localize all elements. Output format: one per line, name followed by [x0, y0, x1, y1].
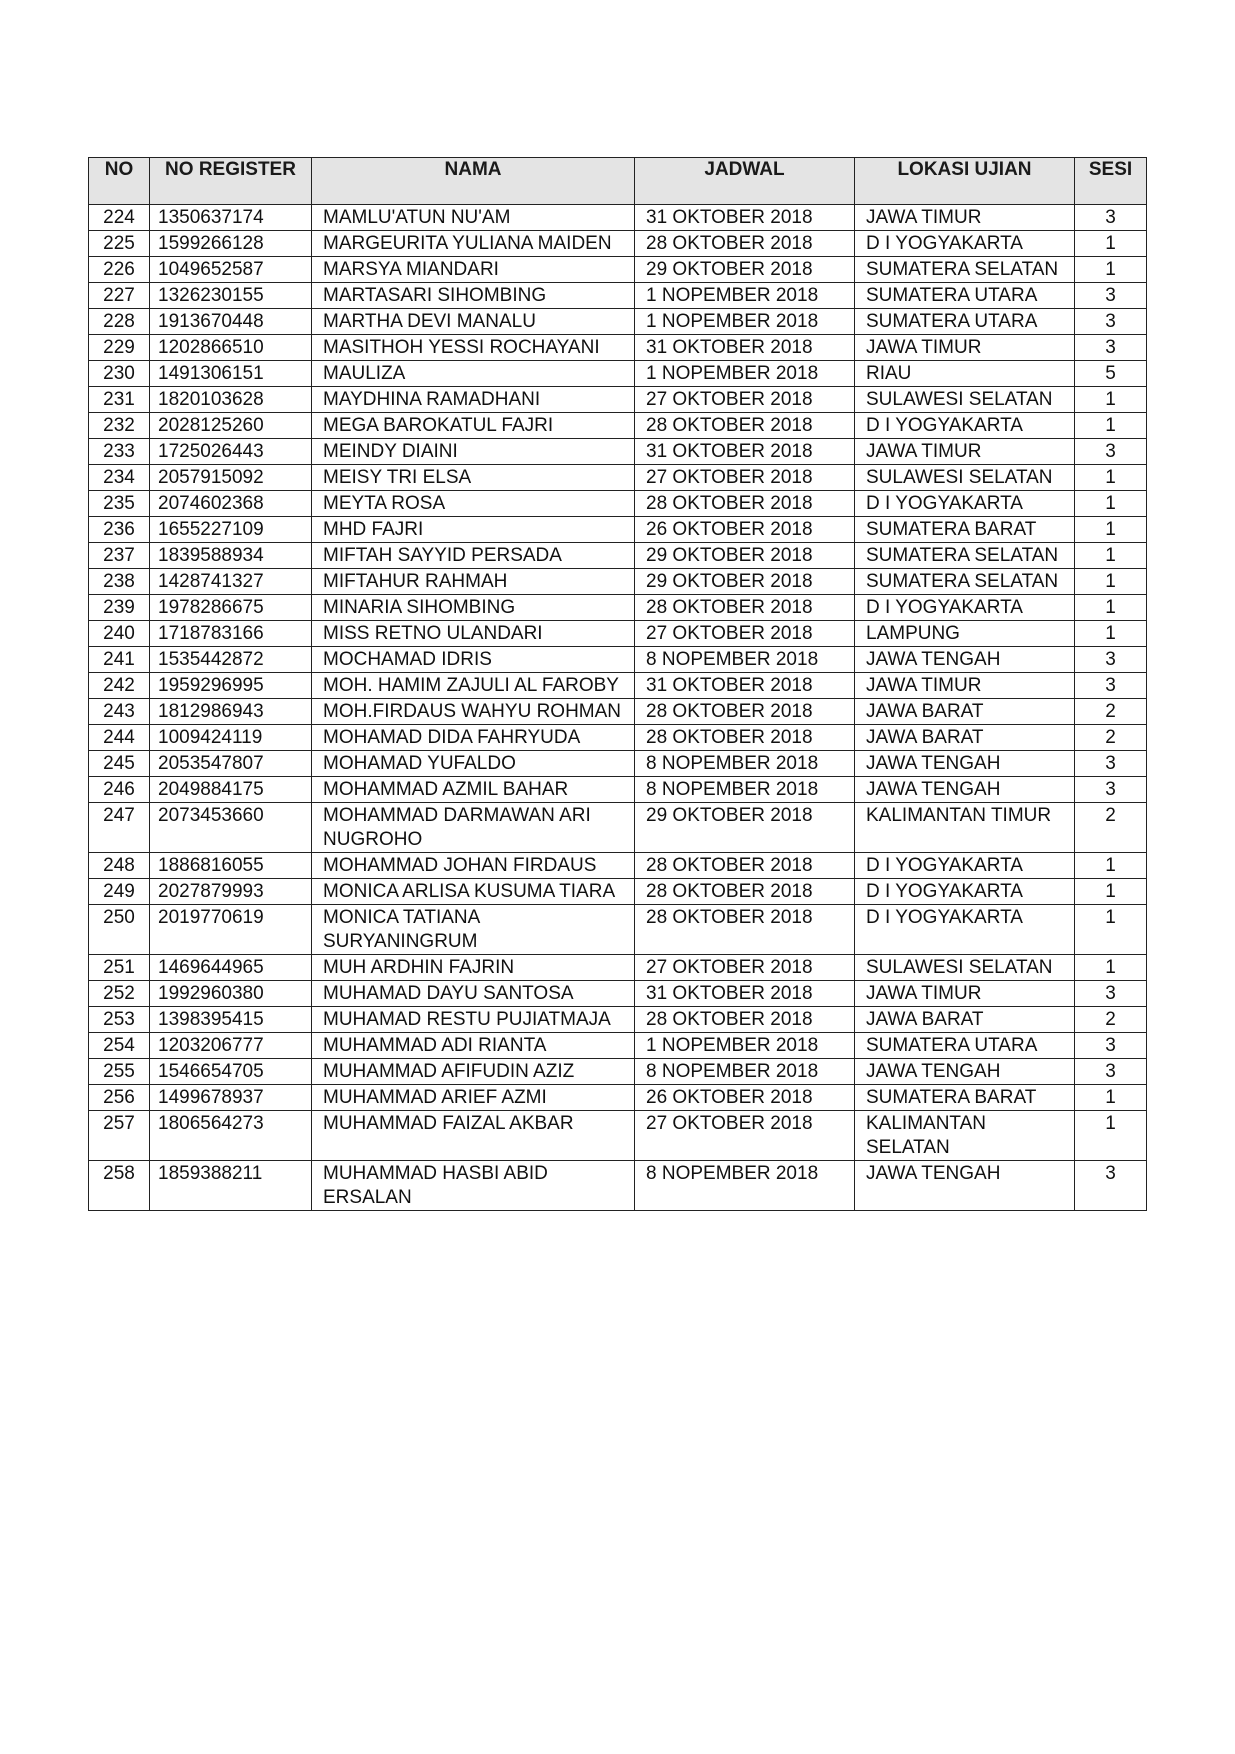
cell-nama: MINARIA SIHOMBING: [312, 595, 635, 621]
cell-nama: MAYDHINA RAMADHANI: [312, 387, 635, 413]
cell-no-register: 2049884175: [150, 777, 312, 803]
cell-jadwal: 29 OKTOBER 2018: [635, 569, 855, 595]
cell-no: 235: [89, 491, 150, 517]
cell-no-register: 1009424119: [150, 725, 312, 751]
table-row: [89, 569, 1147, 595]
cell-nama: MOH. HAMIM ZAJULI AL FAROBY: [312, 673, 635, 699]
table-row: [89, 673, 1147, 699]
table-row: [89, 543, 1147, 569]
table-row: [89, 465, 1147, 491]
cell-sesi: 1: [1075, 569, 1147, 595]
table-row: [89, 205, 1147, 231]
cell-jadwal: 27 OKTOBER 2018: [635, 1111, 855, 1161]
cell-sesi: 1: [1075, 879, 1147, 905]
cell-nama: MEISY TRI ELSA: [312, 465, 635, 491]
cell-nama: MIFTAH SAYYID PERSADA: [312, 543, 635, 569]
cell-no-register: 2074602368: [150, 491, 312, 517]
cell-jadwal: 31 OKTOBER 2018: [635, 205, 855, 231]
cell-jadwal: 1 NOPEMBER 2018: [635, 361, 855, 387]
cell-nama: MOCHAMAD IDRIS: [312, 647, 635, 673]
cell-jadwal: 8 NOPEMBER 2018: [635, 1161, 855, 1211]
header-jadwal: JADWAL: [635, 158, 855, 205]
cell-no-register: 1491306151: [150, 361, 312, 387]
header-no: NO: [89, 158, 150, 205]
cell-no: 242: [89, 673, 150, 699]
cell-sesi: 1: [1075, 905, 1147, 955]
cell-no: 255: [89, 1059, 150, 1085]
cell-nama: MOHAMMAD AZMIL BAHAR: [312, 777, 635, 803]
cell-lokasi-ujian: SUMATERA BARAT: [855, 1085, 1075, 1111]
cell-jadwal: 8 NOPEMBER 2018: [635, 751, 855, 777]
cell-no: 250: [89, 905, 150, 955]
cell-nama: MARTASARI SIHOMBING: [312, 283, 635, 309]
cell-lokasi-ujian: D I YOGYAKARTA: [855, 879, 1075, 905]
cell-no-register: 1049652587: [150, 257, 312, 283]
cell-jadwal: 31 OKTOBER 2018: [635, 439, 855, 465]
cell-sesi: 1: [1075, 955, 1147, 981]
cell-no-register: 1599266128: [150, 231, 312, 257]
cell-jadwal: 1 NOPEMBER 2018: [635, 309, 855, 335]
cell-nama: MUHAMMAD AFIFUDIN AZIZ: [312, 1059, 635, 1085]
cell-no-register: 1806564273: [150, 1111, 312, 1161]
cell-sesi: 3: [1075, 673, 1147, 699]
table-row: [89, 879, 1147, 905]
cell-jadwal: 29 OKTOBER 2018: [635, 543, 855, 569]
cell-lokasi-ujian: SUMATERA UTARA: [855, 283, 1075, 309]
cell-no-register: 1469644965: [150, 955, 312, 981]
cell-nama: MUHAMMAD ARIEF AZMI: [312, 1085, 635, 1111]
table-row: [89, 595, 1147, 621]
table-row: [89, 283, 1147, 309]
cell-nama: MARSYA MIANDARI: [312, 257, 635, 283]
table-body: [89, 205, 1147, 1211]
table-row: [89, 517, 1147, 543]
cell-no: 236: [89, 517, 150, 543]
table-row: [89, 777, 1147, 803]
cell-lokasi-ujian: SULAWESI SELATAN: [855, 387, 1075, 413]
cell-sesi: 5: [1075, 361, 1147, 387]
cell-jadwal: 28 OKTOBER 2018: [635, 905, 855, 955]
cell-sesi: 1: [1075, 387, 1147, 413]
table-row: [89, 1111, 1147, 1161]
cell-jadwal: 28 OKTOBER 2018: [635, 725, 855, 751]
cell-nama: MIFTAHUR RAHMAH: [312, 569, 635, 595]
cell-no: 258: [89, 1161, 150, 1211]
cell-jadwal: 28 OKTOBER 2018: [635, 699, 855, 725]
cell-no: 226: [89, 257, 150, 283]
cell-lokasi-ujian: JAWA TENGAH: [855, 751, 1075, 777]
cell-nama: MUHAMMAD HASBI ABID ERSALAN: [312, 1161, 635, 1211]
cell-no: 231: [89, 387, 150, 413]
table-row: [89, 309, 1147, 335]
cell-no: 234: [89, 465, 150, 491]
cell-sesi: 3: [1075, 1059, 1147, 1085]
cell-nama: MAULIZA: [312, 361, 635, 387]
cell-lokasi-ujian: JAWA TIMUR: [855, 673, 1075, 699]
cell-jadwal: 28 OKTOBER 2018: [635, 231, 855, 257]
cell-jadwal: 27 OKTOBER 2018: [635, 621, 855, 647]
cell-jadwal: 8 NOPEMBER 2018: [635, 647, 855, 673]
table-row: [89, 647, 1147, 673]
cell-nama: MAMLU'ATUN NU'AM: [312, 205, 635, 231]
cell-nama: MUHAMAD RESTU PUJIATMAJA: [312, 1007, 635, 1033]
cell-no-register: 1725026443: [150, 439, 312, 465]
cell-jadwal: 28 OKTOBER 2018: [635, 853, 855, 879]
cell-no: 239: [89, 595, 150, 621]
cell-sesi: 2: [1075, 1007, 1147, 1033]
cell-nama: MONICA ARLISA KUSUMA TIARA: [312, 879, 635, 905]
table-row: [89, 1059, 1147, 1085]
cell-lokasi-ujian: JAWA TENGAH: [855, 647, 1075, 673]
cell-sesi: 1: [1075, 517, 1147, 543]
cell-no: 227: [89, 283, 150, 309]
cell-no-register: 1499678937: [150, 1085, 312, 1111]
cell-no-register: 2073453660: [150, 803, 312, 853]
cell-lokasi-ujian: JAWA BARAT: [855, 725, 1075, 751]
table-row: [89, 1033, 1147, 1059]
cell-nama: MUHAMMAD FAIZAL AKBAR: [312, 1111, 635, 1161]
cell-lokasi-ujian: JAWA TENGAH: [855, 1161, 1075, 1211]
cell-no: 243: [89, 699, 150, 725]
cell-no-register: 1326230155: [150, 283, 312, 309]
table-row: [89, 621, 1147, 647]
cell-no: 248: [89, 853, 150, 879]
cell-nama: MUHAMAD DAYU SANTOSA: [312, 981, 635, 1007]
table-row: [89, 387, 1147, 413]
cell-no: 246: [89, 777, 150, 803]
cell-jadwal: 31 OKTOBER 2018: [635, 981, 855, 1007]
cell-jadwal: 26 OKTOBER 2018: [635, 517, 855, 543]
cell-nama: MASITHOH YESSI ROCHAYANI: [312, 335, 635, 361]
cell-sesi: 3: [1075, 777, 1147, 803]
table-row: [89, 1161, 1147, 1211]
cell-nama: MUHAMMAD ADI RIANTA: [312, 1033, 635, 1059]
cell-nama: MARGEURITA YULIANA MAIDEN: [312, 231, 635, 257]
cell-no-register: 1546654705: [150, 1059, 312, 1085]
cell-lokasi-ujian: D I YOGYAKARTA: [855, 853, 1075, 879]
cell-lokasi-ujian: D I YOGYAKARTA: [855, 595, 1075, 621]
cell-lokasi-ujian: SUMATERA SELATAN: [855, 569, 1075, 595]
cell-sesi: 2: [1075, 699, 1147, 725]
cell-sesi: 1: [1075, 231, 1147, 257]
cell-sesi: 1: [1075, 543, 1147, 569]
cell-nama: MARTHA DEVI MANALU: [312, 309, 635, 335]
cell-lokasi-ujian: JAWA TIMUR: [855, 981, 1075, 1007]
cell-no-register: 2053547807: [150, 751, 312, 777]
cell-no: 256: [89, 1085, 150, 1111]
cell-no-register: 1886816055: [150, 853, 312, 879]
cell-no-register: 1978286675: [150, 595, 312, 621]
cell-jadwal: 27 OKTOBER 2018: [635, 465, 855, 491]
cell-lokasi-ujian: SULAWESI SELATAN: [855, 465, 1075, 491]
cell-lokasi-ujian: SUMATERA UTARA: [855, 309, 1075, 335]
cell-nama: MHD FAJRI: [312, 517, 635, 543]
cell-nama: MEGA BAROKATUL FAJRI: [312, 413, 635, 439]
cell-jadwal: 28 OKTOBER 2018: [635, 491, 855, 517]
cell-jadwal: 28 OKTOBER 2018: [635, 413, 855, 439]
cell-nama: MOHAMMAD JOHAN FIRDAUS: [312, 853, 635, 879]
cell-nama: MUH ARDHIN FAJRIN: [312, 955, 635, 981]
table-row: [89, 751, 1147, 777]
table-row: [89, 231, 1147, 257]
cell-sesi: 1: [1075, 595, 1147, 621]
cell-sesi: 3: [1075, 647, 1147, 673]
cell-no: 245: [89, 751, 150, 777]
cell-no-register: 1428741327: [150, 569, 312, 595]
cell-lokasi-ujian: LAMPUNG: [855, 621, 1075, 647]
cell-sesi: 1: [1075, 413, 1147, 439]
cell-no-register: 2027879993: [150, 879, 312, 905]
cell-no-register: 1913670448: [150, 309, 312, 335]
cell-nama: MISS RETNO ULANDARI: [312, 621, 635, 647]
cell-no-register: 1992960380: [150, 981, 312, 1007]
cell-jadwal: 1 NOPEMBER 2018: [635, 283, 855, 309]
cell-jadwal: 8 NOPEMBER 2018: [635, 1059, 855, 1085]
cell-sesi: 1: [1075, 853, 1147, 879]
cell-no: 240: [89, 621, 150, 647]
cell-jadwal: 27 OKTOBER 2018: [635, 955, 855, 981]
cell-no: 237: [89, 543, 150, 569]
cell-sesi: 1: [1075, 621, 1147, 647]
cell-nama: MEINDY DIAINI: [312, 439, 635, 465]
cell-lokasi-ujian: JAWA TIMUR: [855, 335, 1075, 361]
cell-no-register: 1859388211: [150, 1161, 312, 1211]
cell-jadwal: 1 NOPEMBER 2018: [635, 1033, 855, 1059]
cell-jadwal: 29 OKTOBER 2018: [635, 803, 855, 853]
cell-no-register: 1839588934: [150, 543, 312, 569]
cell-lokasi-ujian: RIAU: [855, 361, 1075, 387]
cell-no: 247: [89, 803, 150, 853]
cell-lokasi-ujian: JAWA BARAT: [855, 1007, 1075, 1033]
cell-no: 241: [89, 647, 150, 673]
cell-no: 224: [89, 205, 150, 231]
cell-nama: MOHAMAD DIDA FAHRYUDA: [312, 725, 635, 751]
cell-jadwal: 28 OKTOBER 2018: [635, 879, 855, 905]
cell-sesi: 3: [1075, 439, 1147, 465]
cell-jadwal: 28 OKTOBER 2018: [635, 595, 855, 621]
cell-lokasi-ujian: SUMATERA UTARA: [855, 1033, 1075, 1059]
table-row: [89, 699, 1147, 725]
cell-sesi: 3: [1075, 283, 1147, 309]
cell-no-register: 1535442872: [150, 647, 312, 673]
cell-lokasi-ujian: JAWA TIMUR: [855, 439, 1075, 465]
cell-no-register: 1398395415: [150, 1007, 312, 1033]
cell-lokasi-ujian: D I YOGYAKARTA: [855, 413, 1075, 439]
cell-sesi: 1: [1075, 1085, 1147, 1111]
cell-sesi: 3: [1075, 981, 1147, 1007]
cell-lokasi-ujian: JAWA BARAT: [855, 699, 1075, 725]
cell-no: 253: [89, 1007, 150, 1033]
table-row: [89, 725, 1147, 751]
cell-lokasi-ujian: D I YOGYAKARTA: [855, 491, 1075, 517]
cell-no-register: 1820103628: [150, 387, 312, 413]
cell-no: 228: [89, 309, 150, 335]
cell-no: 257: [89, 1111, 150, 1161]
cell-lokasi-ujian: KALIMANTAN SELATAN: [855, 1111, 1075, 1161]
cell-jadwal: 8 NOPEMBER 2018: [635, 777, 855, 803]
cell-sesi: 3: [1075, 1161, 1147, 1211]
cell-nama: MOH.FIRDAUS WAHYU ROHMAN: [312, 699, 635, 725]
cell-no: 249: [89, 879, 150, 905]
cell-no: 229: [89, 335, 150, 361]
document-page: [88, 157, 1146, 1211]
cell-sesi: 3: [1075, 335, 1147, 361]
header-sesi: SESI: [1075, 158, 1147, 205]
cell-nama: MEYTA ROSA: [312, 491, 635, 517]
cell-sesi: 3: [1075, 1033, 1147, 1059]
cell-sesi: 3: [1075, 205, 1147, 231]
cell-jadwal: 31 OKTOBER 2018: [635, 673, 855, 699]
table-row: [89, 361, 1147, 387]
cell-lokasi-ujian: JAWA TENGAH: [855, 1059, 1075, 1085]
cell-nama: MONICA TATIANA SURYANINGRUM: [312, 905, 635, 955]
table-row: [89, 257, 1147, 283]
cell-no: 244: [89, 725, 150, 751]
header-lokasi-ujian: LOKASI UJIAN: [855, 158, 1075, 205]
cell-lokasi-ujian: SUMATERA SELATAN: [855, 543, 1075, 569]
cell-sesi: 1: [1075, 257, 1147, 283]
cell-nama: MOHAMAD YUFALDO: [312, 751, 635, 777]
cell-sesi: 2: [1075, 803, 1147, 853]
cell-lokasi-ujian: JAWA TENGAH: [855, 777, 1075, 803]
cell-no: 225: [89, 231, 150, 257]
cell-jadwal: 27 OKTOBER 2018: [635, 387, 855, 413]
cell-no: 252: [89, 981, 150, 1007]
cell-no-register: 1655227109: [150, 517, 312, 543]
cell-lokasi-ujian: JAWA TIMUR: [855, 205, 1075, 231]
cell-sesi: 1: [1075, 491, 1147, 517]
cell-lokasi-ujian: D I YOGYAKARTA: [855, 231, 1075, 257]
cell-sesi: 2: [1075, 725, 1147, 751]
cell-lokasi-ujian: SULAWESI SELATAN: [855, 955, 1075, 981]
table-row: [89, 853, 1147, 879]
cell-no: 232: [89, 413, 150, 439]
cell-no: 230: [89, 361, 150, 387]
participant-table: [88, 157, 1147, 1211]
cell-no-register: 1202866510: [150, 335, 312, 361]
cell-no-register: 2057915092: [150, 465, 312, 491]
cell-sesi: 1: [1075, 1111, 1147, 1161]
cell-lokasi-ujian: SUMATERA SELATAN: [855, 257, 1075, 283]
cell-no: 238: [89, 569, 150, 595]
cell-jadwal: 31 OKTOBER 2018: [635, 335, 855, 361]
table-header-row: [89, 158, 1147, 205]
cell-jadwal: 29 OKTOBER 2018: [635, 257, 855, 283]
header-no-register: NO REGISTER: [150, 158, 312, 205]
cell-jadwal: 28 OKTOBER 2018: [635, 1007, 855, 1033]
cell-no-register: 1959296995: [150, 673, 312, 699]
table-row: [89, 981, 1147, 1007]
cell-lokasi-ujian: KALIMANTAN TIMUR: [855, 803, 1075, 853]
cell-jadwal: 26 OKTOBER 2018: [635, 1085, 855, 1111]
cell-no-register: 1350637174: [150, 205, 312, 231]
cell-no-register: 2019770619: [150, 905, 312, 955]
table-row: [89, 491, 1147, 517]
table-row: [89, 1085, 1147, 1111]
cell-nama: MOHAMMAD DARMAWAN ARI NUGROHO: [312, 803, 635, 853]
cell-lokasi-ujian: SUMATERA BARAT: [855, 517, 1075, 543]
cell-sesi: 3: [1075, 309, 1147, 335]
cell-lokasi-ujian: D I YOGYAKARTA: [855, 905, 1075, 955]
cell-no-register: 1203206777: [150, 1033, 312, 1059]
table-row: [89, 803, 1147, 853]
table-row: [89, 1007, 1147, 1033]
cell-sesi: 3: [1075, 751, 1147, 777]
cell-no-register: 1718783166: [150, 621, 312, 647]
cell-sesi: 1: [1075, 465, 1147, 491]
table-row: [89, 955, 1147, 981]
table-row: [89, 335, 1147, 361]
header-nama: NAMA: [312, 158, 635, 205]
cell-no: 254: [89, 1033, 150, 1059]
table-row: [89, 413, 1147, 439]
table-row: [89, 439, 1147, 465]
cell-no-register: 2028125260: [150, 413, 312, 439]
cell-no: 233: [89, 439, 150, 465]
table-row: [89, 905, 1147, 955]
cell-no: 251: [89, 955, 150, 981]
cell-no-register: 1812986943: [150, 699, 312, 725]
